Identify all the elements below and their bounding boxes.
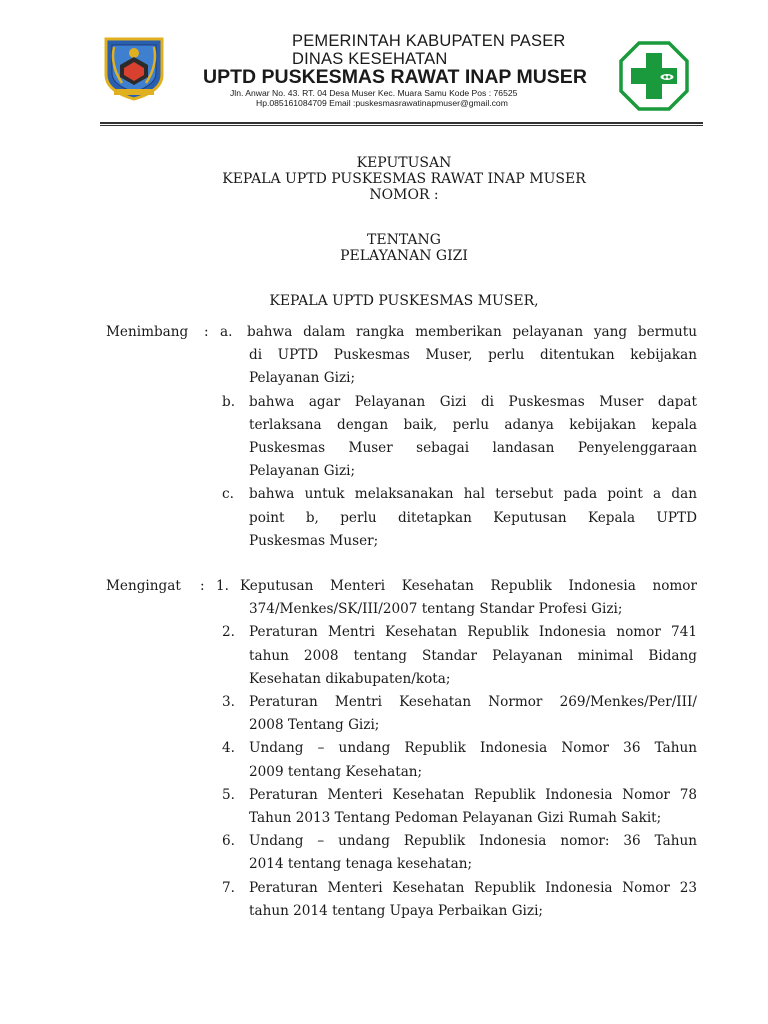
menimbang-item-text: bahwa agar Pelayanan Gizi di Puskesmas Muser dapat (249, 393, 697, 410)
mengingat-item-marker: 3. (222, 694, 235, 710)
mengingat-item-text: 2014 tentang tenaga kesehatan; (249, 856, 473, 873)
mengingat-item-text: Peraturan Menteri Kesehatan Republik Indonesia Nomor 78 (249, 786, 697, 803)
mengingat-item-text: tahun 2008 tentang Standar Pelayanan minimal Bidang (249, 647, 697, 664)
letterhead-divider-thin (100, 125, 703, 126)
letterhead-address: Jln. Anwar No. 43. RT. 04 Desa Muser Kec. Muara Samu Kode Pos : 76525 (230, 88, 518, 98)
mengingat-item-text: tahun 2014 tentang Upaya Perbaikan Gizi; (249, 902, 543, 919)
puskesmas-cross-icon (618, 40, 690, 112)
mengingat-item-text: 374/Menkes/SK/III/2007 tentang Standar Profesi Gizi; (249, 601, 623, 618)
menimbang-item-text: bahwa untuk melaksanakan hal tersebut pada point a dan (249, 486, 697, 503)
menimbang-label: Menimbang (106, 324, 189, 340)
mengingat-item-text: Kesehatan dikabupaten/kota; (249, 670, 451, 687)
mengingat-item-text: 2009 tentang Kesehatan; (249, 763, 423, 780)
mengingat-label: Mengingat (106, 578, 181, 594)
menimbang-colon: : (204, 324, 209, 340)
decree-heading: KEPUTUSAN (356, 155, 452, 171)
regency-crest-icon (100, 35, 168, 101)
mengingat-item-marker: 4. (222, 740, 235, 757)
decree-subject: PELAYANAN GIZI (340, 248, 468, 264)
mengingat-item-marker: 7. (222, 879, 235, 896)
decree-issuer-title: KEPALA UPTD PUSKESMAS RAWAT INAP MUSER (222, 171, 586, 187)
menimbang-item-marker: b. (222, 393, 236, 410)
mengingat-item-text: Peraturan Menteri Kesehatan Republik Indonesia Nomor 23 (249, 879, 697, 896)
decree-issuer: KEPALA UPTD PUSKESMAS MUSER, (269, 293, 539, 309)
mengingat-item-marker: 2. (222, 624, 235, 641)
menimbang-item-text: di UPTD Puskesmas Muser, perlu ditentukan kebijakan (249, 347, 697, 364)
decree-about: TENTANG (367, 232, 441, 248)
menimbang-item-marker: a. (220, 324, 233, 340)
menimbang-item-text: Puskesmas Muser sebagai landasan Penyelenggaraan (249, 440, 697, 456)
menimbang-item-marker: c. (222, 486, 234, 503)
letterhead-contact: Hp.085161084709 Email :puskesmasrawatinapmuser@gmail.com (256, 98, 508, 108)
mengingat-item-marker: 6. (222, 833, 235, 850)
menimbang-item-text: Pelayanan Gizi; (249, 370, 356, 387)
mengingat-item-marker: 1. (216, 578, 229, 594)
letterhead-government: PEMERINTAH KABUPATEN PASER (292, 32, 566, 50)
mengingat-item-text: 2008 Tentang Gizi; (249, 717, 380, 734)
menimbang-item-text: Puskesmas Muser; (249, 532, 379, 549)
decree-number: NOMOR : (369, 187, 439, 203)
menimbang-item-text: Pelayanan Gizi; (249, 463, 356, 480)
mengingat-item-marker: 5. (222, 786, 235, 803)
mengingat-item-text: Keputusan Menteri Kesehatan Republik Indonesia nomor (240, 578, 697, 594)
letterhead-divider (100, 122, 703, 124)
mengingat-item-text: Undang – undang Republik Indonesia nomor: 36 Tahun (249, 833, 697, 850)
mengingat-colon: : (200, 578, 205, 594)
mengingat-item-text: Undang – undang Republik Indonesia Nomor 36 Tahun (249, 740, 697, 757)
mengingat-item-text: Peraturan Mentri Kesehatan Republik Indonesia nomor 741 (249, 624, 697, 641)
mengingat-item-text: Peraturan Mentri Kesehatan Normor 269/Menkes/Per/III/ (249, 694, 697, 710)
mengingat-item-text: Tahun 2013 Tentang Pedoman Pelayanan Gizi Rumah Sakit; (249, 810, 662, 826)
menimbang-item-text: terlaksana dengan baik, perlu adanya kebijakan kepala (249, 416, 697, 433)
letterhead-department: DINAS KESEHATAN (292, 50, 448, 68)
menimbang-item-text: bahwa dalam rangka memberikan pelayanan yang bermutu (247, 324, 697, 340)
letterhead-institution: UPTD PUSKESMAS RAWAT INAP MUSER (203, 66, 587, 88)
menimbang-item-text: point b, perlu ditetapkan Keputusan Kepala UPTD (249, 509, 697, 526)
